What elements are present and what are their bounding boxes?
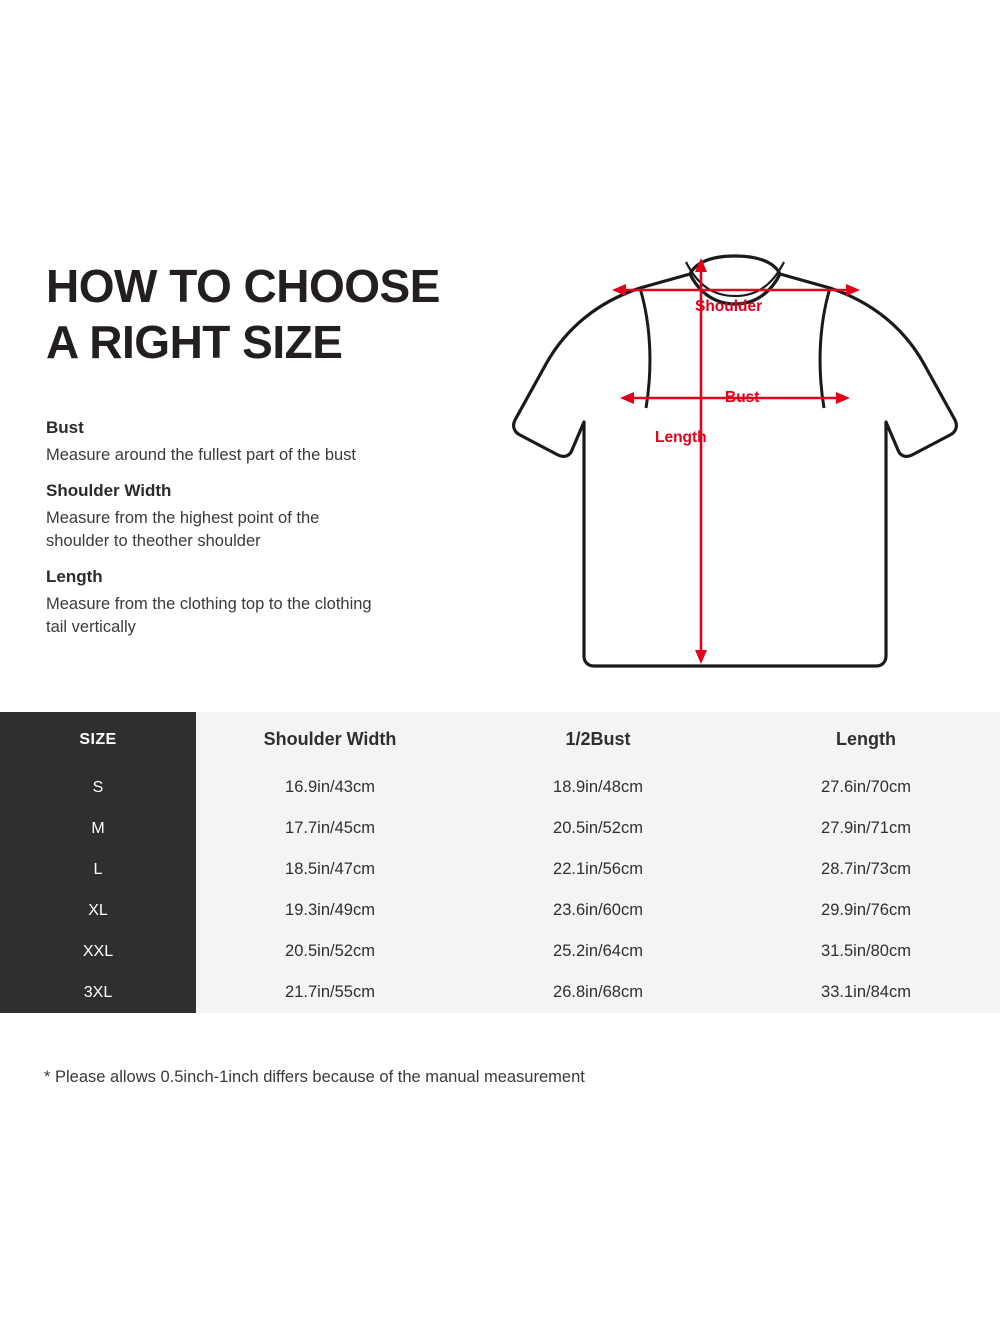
definition-term: Shoulder Width: [46, 481, 172, 500]
table-row: [0, 767, 1000, 808]
bust-label: Bust: [725, 389, 760, 406]
table-row: [0, 890, 1000, 931]
cell-size: XL: [0, 890, 196, 931]
cell-length: 33.1in/84cm: [732, 972, 1000, 1013]
page-title: [46, 258, 516, 370]
cell-shoulder-width: 19.3in/49cm: [196, 890, 464, 931]
definition-term: Bust: [46, 418, 84, 437]
tshirt-outline-shape: [514, 256, 957, 666]
cell-half-bust: 22.1in/56cm: [464, 849, 732, 890]
cell-half-bust: 25.2in/64cm: [464, 931, 732, 972]
column-header-shoulder-width: Shoulder Width: [196, 712, 464, 767]
cell-length: 29.9in/76cm: [732, 890, 1000, 931]
measurement-definitions: [46, 416, 516, 651]
cell-half-bust: 23.6in/60cm: [464, 890, 732, 931]
table-row: [0, 849, 1000, 890]
cell-length: 28.7in/73cm: [732, 849, 1000, 890]
table-row: [0, 808, 1000, 849]
definition-description: Measure around the fullest part of the bust: [46, 446, 357, 464]
cell-shoulder-width: 18.5in/47cm: [196, 849, 464, 890]
cell-half-bust: 20.5in/52cm: [464, 808, 732, 849]
cell-shoulder-width: 20.5in/52cm: [196, 931, 464, 972]
table-header-row: [0, 712, 1000, 767]
cell-size: S: [0, 767, 196, 808]
definition-shoulder-width: [46, 479, 516, 553]
cell-length: 27.9in/71cm: [732, 808, 1000, 849]
definition-bust: [46, 416, 516, 467]
shoulder-label: Shoulder: [695, 298, 763, 315]
cell-size: 3XL: [0, 972, 196, 1013]
table-row: [0, 931, 1000, 972]
definition-term: Length: [46, 567, 103, 586]
column-header-length: Length: [732, 712, 1000, 767]
size-chart-table: [0, 712, 1000, 1029]
cell-half-bust: 26.8in/68cm: [464, 972, 732, 1013]
cell-length: 31.5in/80cm: [732, 931, 1000, 972]
cell-shoulder-width: 17.7in/45cm: [196, 808, 464, 849]
cell-size: XXL: [0, 931, 196, 972]
cell-shoulder-width: 21.7in/55cm: [196, 972, 464, 1013]
cell-half-bust: 18.9in/48cm: [464, 767, 732, 808]
cell-length: 27.6in/70cm: [732, 767, 1000, 808]
cell-shoulder-width: 16.9in/43cm: [196, 767, 464, 808]
page-title-line2: A RIGHT SIZE: [46, 316, 343, 368]
table-row: [0, 972, 1000, 1013]
tshirt-diagram: [500, 232, 970, 702]
column-header-half-bust: 1/2Bust: [464, 712, 732, 767]
length-label: Length: [655, 429, 707, 446]
cell-size: M: [0, 808, 196, 849]
definition-description: Measure from the highest point of the shoulder to theother shoulder: [46, 509, 320, 550]
measurement-disclaimer: * Please allows 0.5inch-1inch differs because of the manual measurement: [44, 1068, 585, 1086]
definition-length: [46, 565, 516, 639]
column-header-size: SIZE: [0, 712, 196, 767]
definition-description: Measure from the clothing top to the clothing tail vertically: [46, 595, 372, 636]
page-title-line1: HOW TO CHOOSE: [46, 260, 440, 312]
cell-size: L: [0, 849, 196, 890]
